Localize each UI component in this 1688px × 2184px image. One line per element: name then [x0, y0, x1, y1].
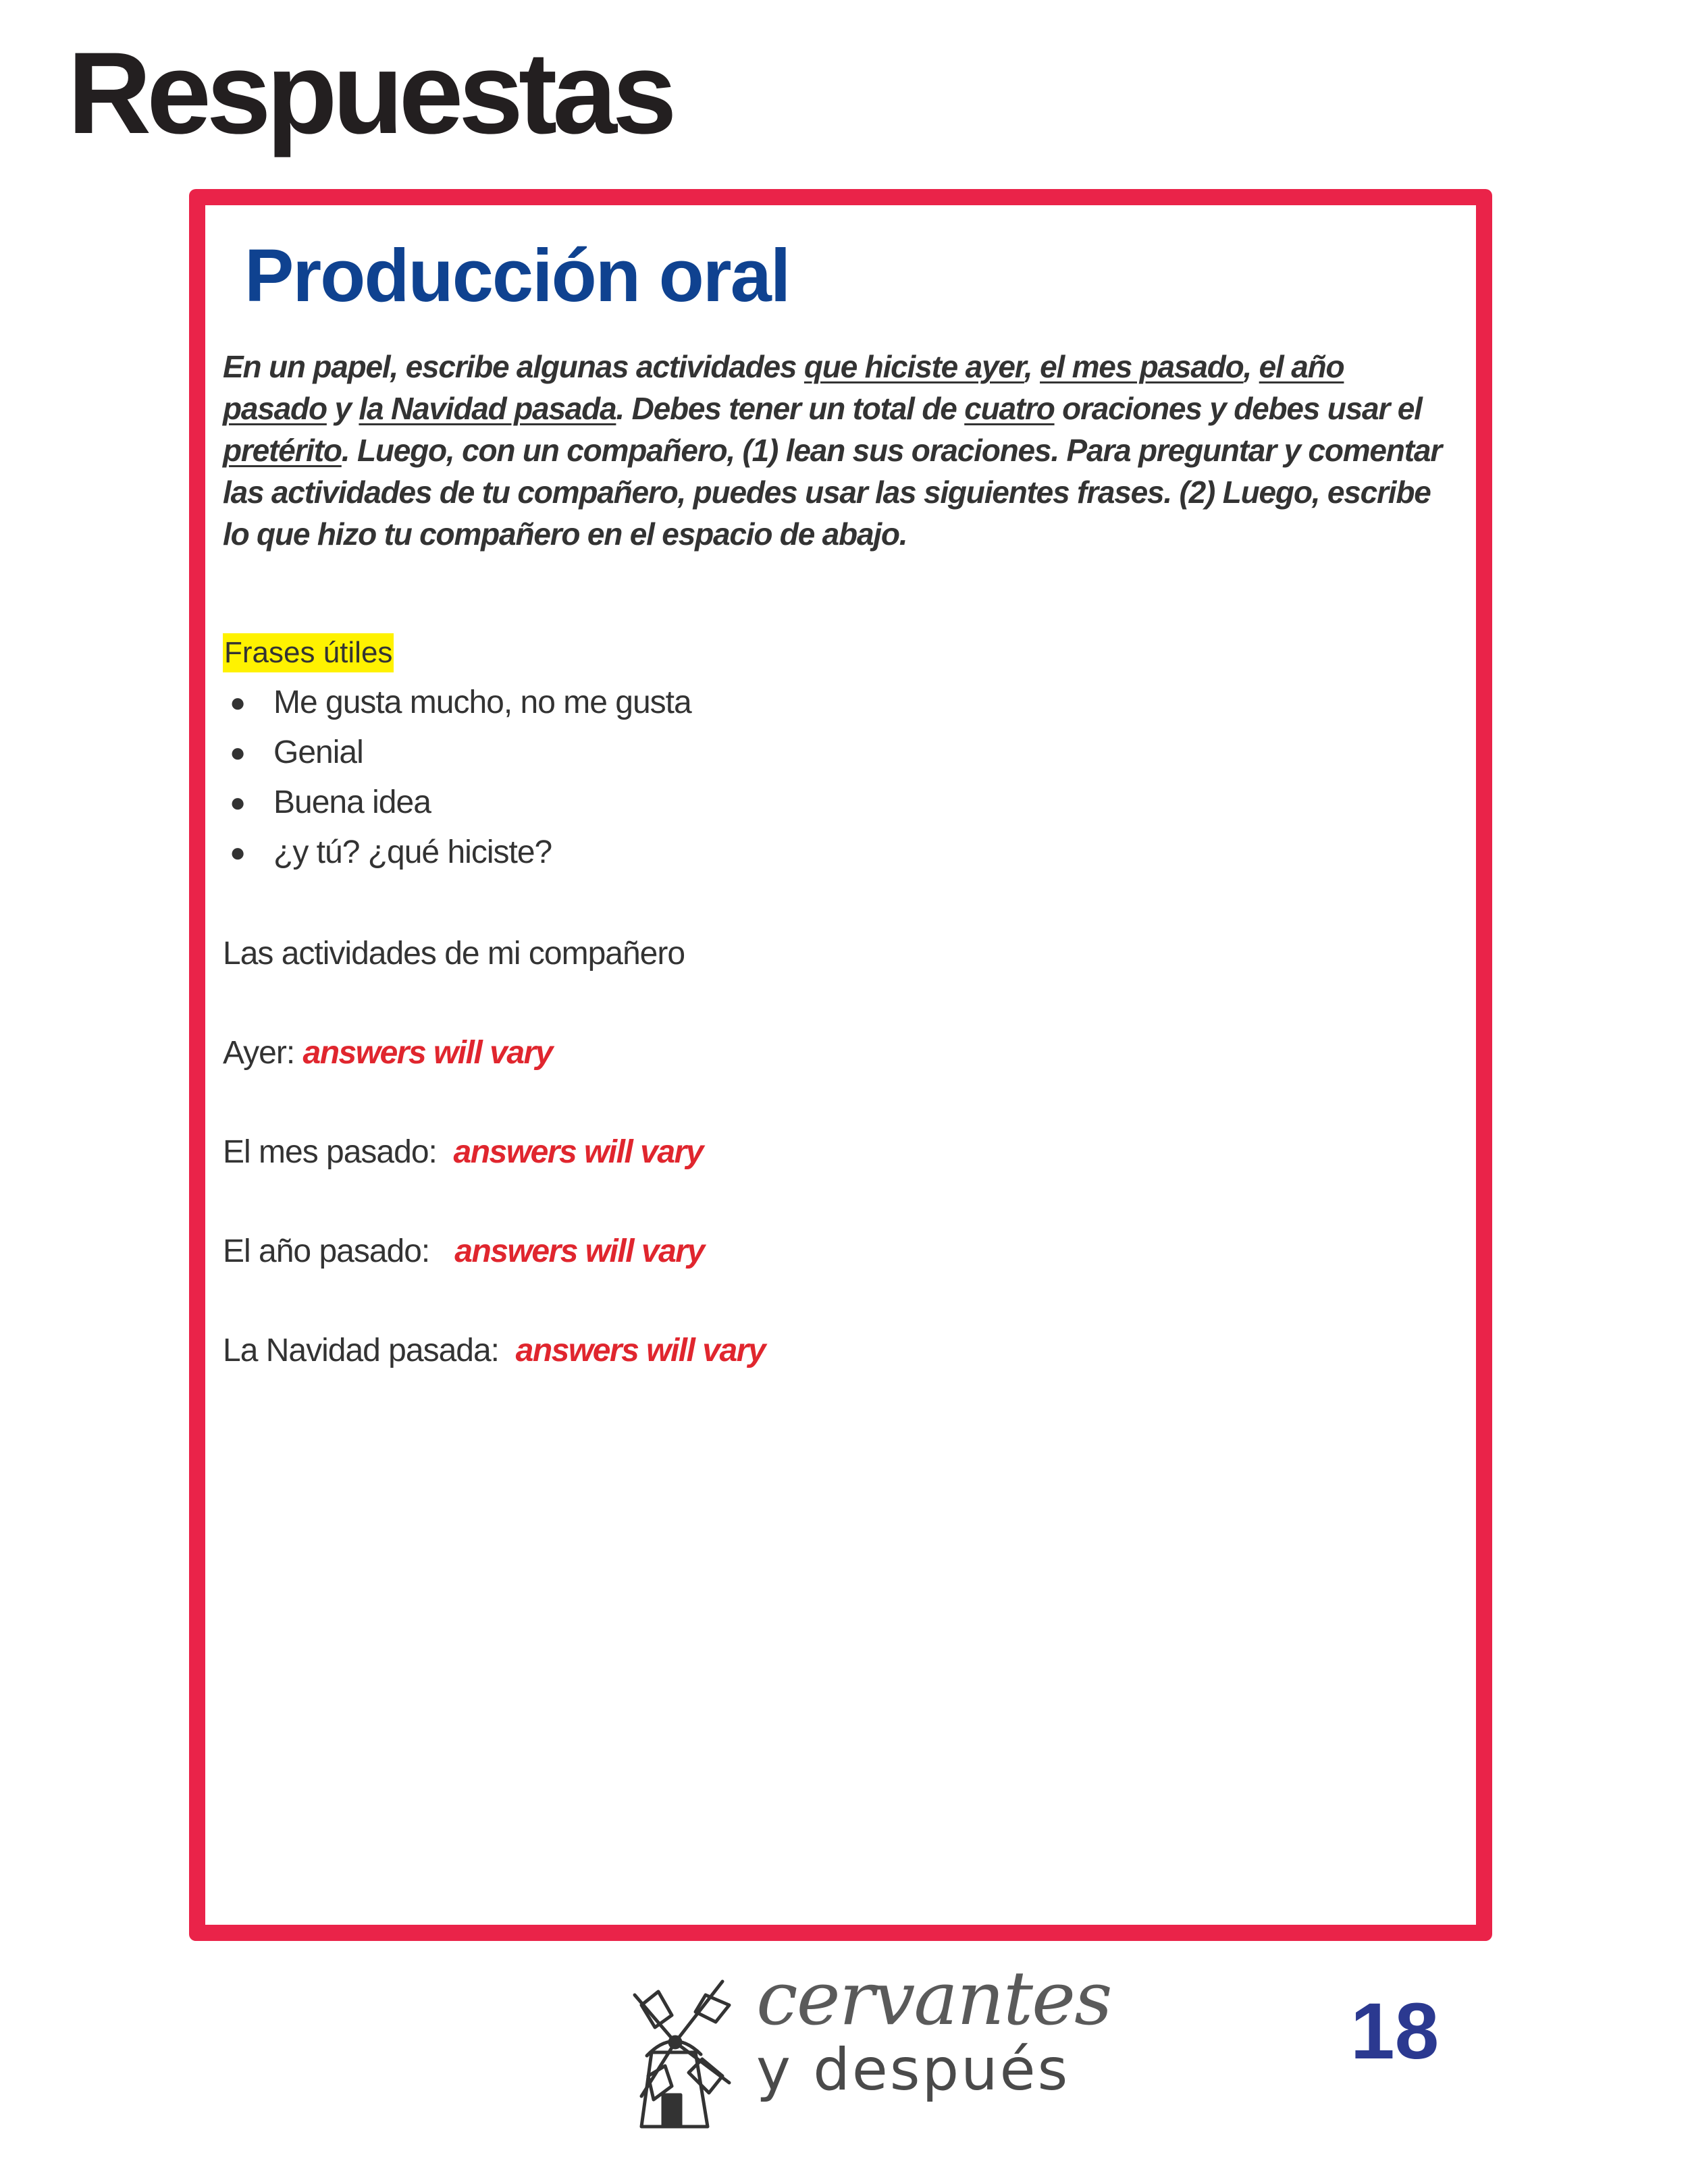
- instructions-underlined: el mes pasado: [1040, 349, 1244, 384]
- list-item: [223, 828, 691, 878]
- phrase-text: Buena idea: [273, 784, 431, 820]
- answer-value: answers will vary: [454, 1233, 704, 1269]
- instructions-underlined: la Navidad pasada: [359, 391, 616, 426]
- phrase-list: [223, 678, 691, 878]
- answer-value: answers will vary: [302, 1035, 552, 1071]
- bullet-icon: ●: [230, 688, 246, 718]
- answer-label: El mes pasado:: [223, 1134, 437, 1170]
- answer-row-navidad-pasada: [223, 1331, 765, 1371]
- logo-text-y-despues: y después: [756, 2036, 1070, 2104]
- page-title: Respuestas: [68, 28, 672, 158]
- instructions-underlined: el año pasado: [223, 349, 1344, 426]
- phrase-text: Genial: [273, 735, 363, 770]
- bullet-icon: ●: [230, 838, 246, 868]
- instructions-text: ,: [1243, 349, 1259, 384]
- instructions-text: . Luego, con un compañero, (1) lean sus oraciones. Para preguntar y comentar las actividades de tu compañero, puedes usar las siguientes frases. (2) Luego, escribe lo que hizo tu compañero en el espacio de abajo.: [223, 433, 1442, 552]
- instructions-text: ,: [1024, 349, 1040, 384]
- logo-text-cervantes: cervantes: [756, 1955, 1111, 2042]
- instructions-underlined: cuatro: [964, 391, 1055, 426]
- instructions-underlined: que hiciste ayer: [803, 349, 1024, 384]
- answer-row-ano-pasado: [223, 1231, 704, 1272]
- answer-label: La Navidad pasada:: [223, 1333, 499, 1368]
- instructions-text: y: [326, 391, 359, 426]
- list-item: [223, 678, 691, 728]
- page-number: 18: [1350, 1987, 1440, 2076]
- answer-row-ayer: [223, 1033, 552, 1073]
- phrase-text: ¿y tú? ¿qué hiciste?: [273, 834, 552, 870]
- bullet-icon: ●: [230, 738, 246, 768]
- answer-label: El año pasado:: [223, 1233, 430, 1269]
- instructions-text: En un papel, escribe algunas actividades: [223, 349, 804, 384]
- partner-heading: Las actividades de mi compañero: [223, 936, 685, 971]
- answer-value: answers will vary: [453, 1134, 703, 1170]
- footer-logo: [621, 1955, 1111, 2130]
- list-item: [223, 728, 691, 778]
- instructions-text: . Debes tener un total de: [616, 391, 965, 426]
- bullet-icon: ●: [230, 788, 246, 818]
- answer-label: Ayer:: [223, 1035, 295, 1071]
- windmill-icon: [621, 1975, 743, 2130]
- section-title: Producción oral: [244, 234, 790, 317]
- answer-value: answers will vary: [515, 1333, 766, 1368]
- instructions-paragraph: [223, 346, 1452, 555]
- instructions-underlined: pretérito: [223, 433, 342, 468]
- instructions-text: oraciones y debes usar el: [1054, 391, 1422, 426]
- list-item: [223, 778, 691, 828]
- phrase-text: Me gusta mucho, no me gusta: [273, 685, 691, 720]
- answer-row-mes-pasado: [223, 1132, 703, 1173]
- phrases-label: Frases útiles: [223, 633, 394, 672]
